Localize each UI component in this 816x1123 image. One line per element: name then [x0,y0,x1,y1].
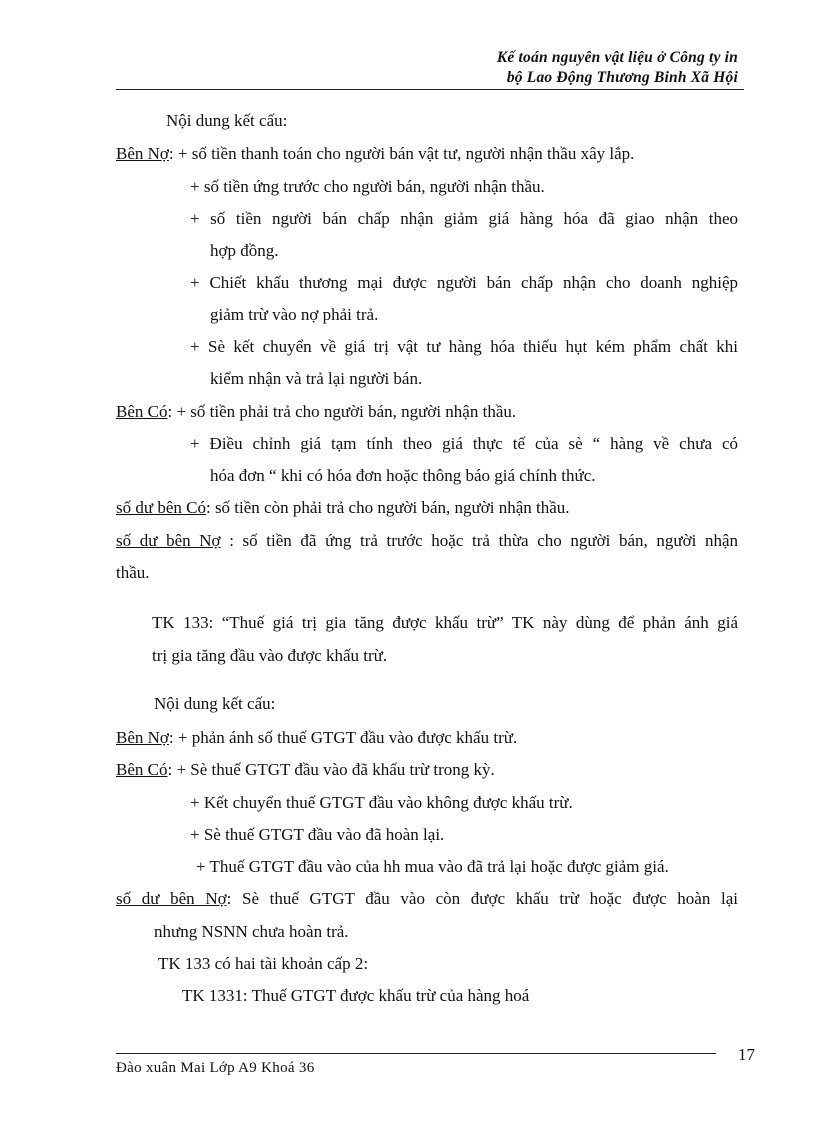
ben-co-item: : + số tiền phải trả cho người bán, người nhận thầu. [167,402,517,421]
running-header-line-2: bộ Lao Động Thương Binh Xã Hội [506,69,738,86]
ben-co-label: Bên Có [116,402,168,421]
running-header-line-1: Kế toán nguyên vật liệu ở Công ty in [496,49,738,66]
ben-no-item-continuation: kiểm nhận và trả lại người bán. [210,369,423,388]
ben-co-line [116,759,495,781]
sub-accounts-intro: TK 133 có hai tài khoản cấp 2: [158,954,369,973]
footer-divider [116,1053,716,1054]
tk133-intro-continuation: trị gia tăng đầu vào được khấu trừ. [152,646,388,665]
ben-co-item: + Thuế GTGT đầu vào của hh mua vào đã trả lại hoặc được giảm giá. [196,857,669,876]
ben-no-item: + số tiền ứng trước cho người bán, người nhận thầu. [190,177,545,196]
ben-co-item: + Kết chuyển thuế GTGT đầu vào không được khấu trừ. [190,793,573,812]
ben-co-item: : + Sè thuế GTGT đầu vào đã khấu trừ trong kỳ. [167,760,495,779]
so-du-no-label: số dư bên Nợ [116,889,227,908]
tk1331-line: TK 1331: Thuế GTGT được khấu trừ của hàng hoá [182,986,530,1005]
ben-no-item: : + số tiền thanh toán cho người bán vật tư, người nhận thầu xây lắp. [168,144,635,163]
so-du-no-continuation: thầu. [116,563,150,582]
ben-co-item-continuation: hóa đơn “ khi có hóa đơn hoặc thông báo giá chính thức. [210,466,596,485]
ben-no-item: + Sè kết chuyển về giá trị vật tư hàng hóa thiếu hụt kém phẩm chất khi [190,337,738,356]
section-heading: Nội dung kết cấu: [154,694,276,713]
ben-no-item: + Chiết khấu thương mại được người bán chấp nhận cho doanh nghiệp [190,273,738,292]
section-heading: Nội dung kết cấu: [166,111,288,130]
so-du-no-continuation: nhưng NSNN chưa hoàn trả. [154,922,349,941]
ben-no-line [116,727,517,749]
so-du-no-label: số dư bên Nợ [116,531,221,550]
so-du-no-text: : số tiền đã ứng trả trước hoặc trả thừa cho người bán, người nhận [220,531,738,550]
ben-no-item-continuation: hợp đồng. [210,241,279,260]
so-du-no-line [116,888,738,910]
page-number: 17 [738,1045,755,1064]
tk133-intro: TK 133: “Thuế giá trị gia tăng được khấu trừ” TK này dùng để phản ánh giá [152,613,738,632]
ben-no-item: + số tiền người bán chấp nhận giảm giá hàng hóa đã giao nhận theo [190,209,738,228]
ben-co-line [116,401,516,423]
so-du-co-label: số dư bên Có [116,498,206,517]
ben-no-item-continuation: giảm trừ vào nợ phải trả. [210,305,379,324]
ben-no-line [116,143,634,165]
ben-co-item: + Sè thuế GTGT đầu vào đã hoàn lại. [190,825,445,844]
ben-co-label: Bên Có [116,760,168,779]
ben-co-item: + Điều chỉnh giá tạm tính theo giá thực tế của sè “ hàng về chưa có [190,434,738,453]
so-du-no-text: : Sè thuế GTGT đầu vào còn được khấu trừ hoặc được hoàn lại [226,889,738,908]
so-du-co-text: : số tiền còn phải trả cho người bán, người nhận thầu. [205,498,570,517]
ben-no-label: Bên Nợ [116,144,169,163]
footer-author: Đào xuân Mai Lớp A9 Khoá 36 [116,1060,315,1076]
so-du-no-line [116,530,738,552]
ben-no-label: Bên Nợ [116,728,169,747]
ben-no-text: : + phản ánh số thuế GTGT đầu vào được khấu trừ. [168,728,518,747]
so-du-co-line [116,497,570,519]
